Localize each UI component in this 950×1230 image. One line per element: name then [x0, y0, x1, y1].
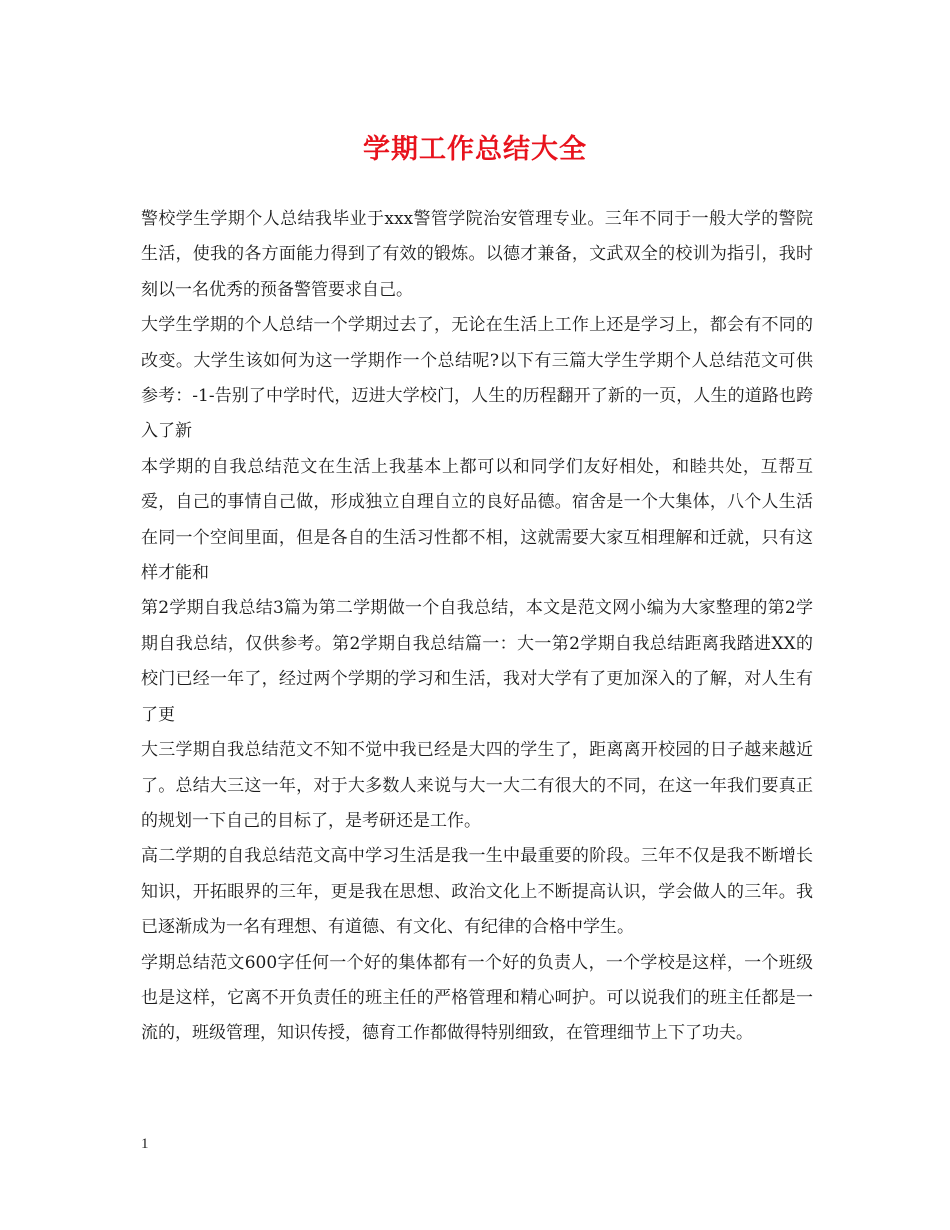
paragraph: 警校学生学期个人总结我毕业于xxx警管学院治安管理专业。三年不同于一般大学的警院生活，使我的各方面能力得到了有效的锻炼。以德才兼备，文武双全的校训为指引，我时刻以一名优秀的预备警管要求自己。 — [141, 209, 813, 300]
document-title: 学期工作总结大全 — [363, 134, 587, 165]
document-body — [141, 202, 813, 1052]
paragraph: 大三学期自我总结范文不知不觉中我已经是大四的学生了，距离离开校园的日子越来越近了。总结大三这一年，对于大多数人来说与大一大二有很大的不同，在这一年我们要真正的规划一下自己的目标了，是考研还是工作。 — [141, 740, 813, 831]
paragraph: 高二学期的自我总结范文高中学习生活是我一生中最重要的阶段。三年不仅是我不断增长知识，开拓眼界的三年，更是我在思想、政治文化上不断提高认识，学会做人的三年。我已逐渐成为一名有理想、有道德、有文化、有纪律的合格中学生。 — [141, 846, 813, 938]
page-number: 1 — [141, 1136, 149, 1152]
paragraph: 学期总结范文600字任何一个好的集体都有一个好的负责人，一个学校是这样，一个班级也是这样，它离不开负责任的班主任的严格管理和精心呵护。可以说我们的班主任都是一流的，班级管理，知识传授，德育工作都做得特别细致，在管理细节上下了功夫。 — [141, 952, 813, 1044]
paragraph: 第2学期自我总结3篇为第二学期做一个自我总结，本文是范文网小编为大家整理的第2学期自我总结，仅供参考。第2学期自我总结篇一：大一第2学期自我总结距离我踏进XX的校门已经一年了，经过两个学期的学习和生活，我对大学有了更加深入的了解，对人生有了更 — [141, 598, 813, 725]
paragraph: 大学生学期的个人总结一个学期过去了，无论在生活上工作上还是学习上，都会有不同的改变。大学生该如何为这一学期作一个总结呢?以下有三篇大学生学期个人总结范文可供参考：-1-告别了中学时代，迈进大学校门，人生的历程翻开了新的一页，人生的道路也跨入了新 — [141, 315, 813, 442]
paragraph: 本学期的自我总结范文在生活上我基本上都可以和同学们友好相处，和睦共处，互帮互爱，自己的事情自己做，形成独立自理自立的良好品德。宿舍是一个大集体，八个人生活在同一个空间里面，但是各自的生活习性都不相，这就需要大家互相理解和迁就，只有这样才能和 — [141, 456, 813, 584]
